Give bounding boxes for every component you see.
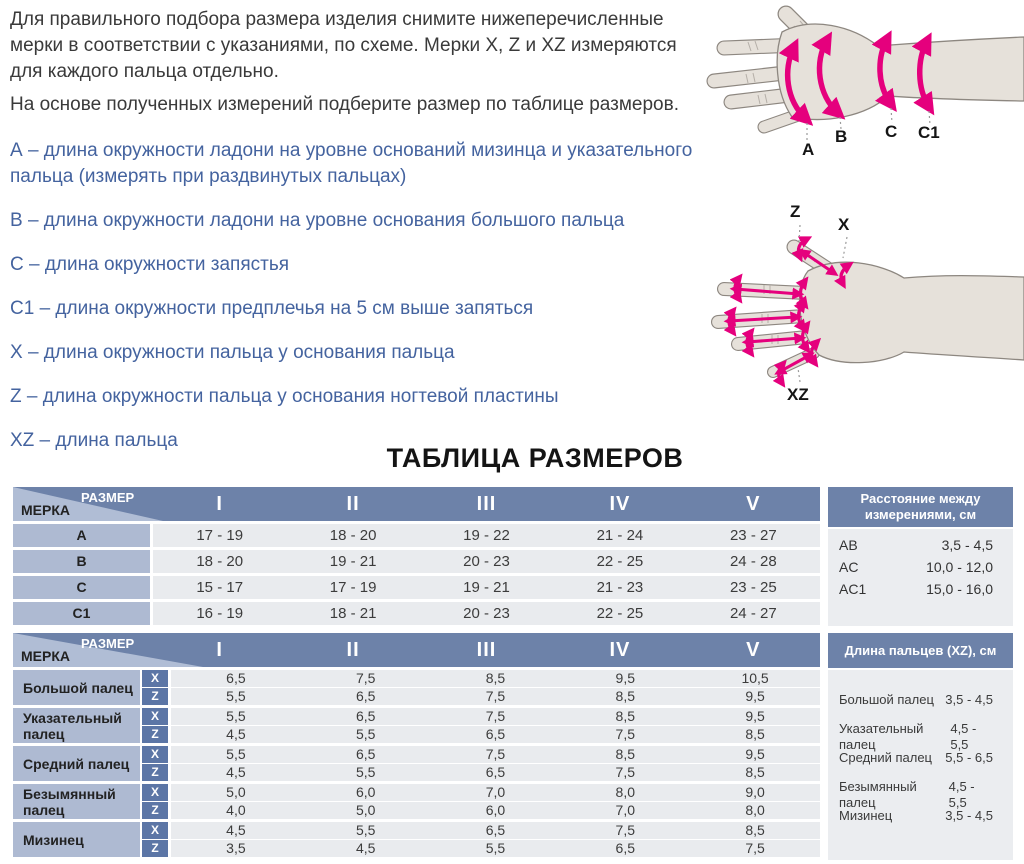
group-label: Средний палец (13, 746, 140, 781)
measurement-def-z: Z – длина окружности пальца у основания ногтевой пластины (10, 386, 559, 407)
panel-row: Мизинец 3,5 - 4,5 (839, 808, 993, 823)
label-a: A (802, 140, 815, 159)
table-row: С 15 - 17 17 - 19 19 - 21 21 - 23 23 - 25 (13, 576, 820, 599)
measurement-def-xz: XZ – длина пальца (10, 430, 178, 451)
measurement-definitions-list (10, 138, 700, 472)
label-c: C (885, 122, 898, 141)
label-b: B (835, 127, 848, 146)
group-label: Большой палец (13, 670, 140, 705)
z-badge: Z (142, 840, 168, 857)
table1-header (13, 487, 820, 521)
palm-forearm-shape (777, 24, 1024, 119)
group-label: Безымянный палец (13, 784, 140, 819)
panel-row: Средний палец 5,5 - 6,5 (839, 750, 993, 765)
z-badge: Z (142, 688, 168, 705)
intro-paragraph-1: Для правильного подбора размера изделия снимите нижеперечисленные мерки в соответствии с указаниями, по схеме. Мерки X, Z и XZ измеряются для каждого пальца отдельно. (10, 9, 677, 82)
distance-panel-body (828, 529, 1013, 626)
table-row: А 17 - 19 18 - 20 19 - 22 21 - 24 23 - 27 (13, 524, 820, 547)
finger-measurement-diagram (690, 185, 1024, 420)
col-II: II (346, 639, 360, 661)
col-IV: IV (609, 493, 631, 515)
corner-size-label: РАЗМЕР (81, 490, 135, 505)
panel-row: AC 10,0 - 12,0 (839, 559, 993, 575)
col-III: III (476, 493, 497, 515)
finger-group-middle: Средний палец X 5,5 6,5 7,5 8,5 9,5 Z 4,5 5,5 6,5 7,5 8,5 (13, 746, 820, 781)
table2-size-columns (153, 633, 820, 667)
distance-panel (828, 487, 1013, 626)
x-badge: X (142, 746, 168, 763)
panel-row: Указательный палец 4,5 - 5,5 (839, 721, 977, 752)
x-badge: X (142, 784, 168, 801)
measurement-def-c1: С1 – длина окружности предплечья на 5 см выше запяться (10, 298, 534, 319)
table2-corner-cell (13, 633, 153, 667)
panel-row: AC1 15,0 - 16,0 (839, 581, 993, 597)
measurement-def-a: А – длина окружности ладони на уровне оснований мизинца и указательного пальца (измерять при раздвинутых пальцах) (10, 140, 693, 187)
group-label: Указательный палец (13, 708, 140, 743)
group-label: Мизинец (13, 822, 140, 857)
finger-group-thumb: Большой палец X 6,5 7,5 8,5 9,5 10,5 Z 5,5 6,5 7,5 8,5 9,5 (13, 670, 820, 705)
panel-row: AB 3,5 - 4,5 (839, 537, 993, 553)
x-badge: X (142, 822, 168, 839)
finger-group-pinky: Мизинец X 4,5 5,5 6,5 7,5 8,5 Z 3,5 4,5 5,5 6,5 7,5 (13, 822, 820, 857)
finger-length-panel-body (828, 670, 1013, 860)
table1-size-columns (153, 487, 820, 521)
z-badge: Z (142, 764, 168, 781)
col-II: II (346, 493, 360, 515)
x-badge: X (142, 708, 168, 725)
panel-row: Безымянный палец 4,5 - 5,5 (839, 779, 975, 810)
intro-paragraph-2: На основе полученных измерений подберите размер по таблице размеров. (10, 94, 679, 115)
measurement-def-c: С – длина окружности запястья (10, 254, 290, 275)
col-III: III (476, 639, 497, 661)
finger-length-panel (828, 633, 1013, 860)
label-c1: C1 (918, 123, 940, 142)
label-xz: XZ (787, 385, 809, 404)
size-table-fingers (13, 633, 820, 857)
col-I: I (216, 639, 223, 661)
row-label: С1 (13, 602, 150, 625)
table1-corner-cell (13, 487, 153, 521)
distance-panel-header: Расстояние между измерениями, см (828, 487, 1013, 527)
col-I: I (216, 493, 223, 515)
hand-side-illustration (690, 0, 1024, 168)
col-V: V (746, 493, 761, 515)
z-badge: Z (142, 802, 168, 819)
corner-size-label: РАЗМЕР (81, 636, 135, 651)
finger-length-panel-header: Длина пальцев (XZ), см (828, 633, 1013, 668)
finger-group-index: Указательный палец X 5,5 6,5 7,5 8,5 9,5 Z 4,5 5,5 6,5 7,5 8,5 (13, 708, 820, 743)
size-table-title: ТАБЛИЦА РАЗМЕРОВ (386, 443, 684, 473)
hand-circumference-diagram (690, 0, 1024, 168)
row-label: А (13, 524, 150, 547)
col-IV: IV (609, 639, 631, 661)
palm-forearm-shape (799, 262, 1024, 362)
size-table-circumference (13, 487, 820, 625)
table-row: В 18 - 20 19 - 21 20 - 23 22 - 25 24 - 28 (13, 550, 820, 573)
corner-measure-label: МЕРКА (21, 648, 70, 664)
table2-header (13, 633, 820, 667)
label-z: Z (790, 202, 801, 221)
label-x: X (838, 215, 850, 234)
row-label: В (13, 550, 150, 573)
panel-row: Большой палец 3,5 - 4,5 (839, 692, 993, 707)
corner-measure-label: МЕРКА (21, 502, 70, 518)
hand-top-illustration (690, 185, 1024, 420)
row-label: С (13, 576, 150, 599)
x-badge: X (142, 670, 168, 687)
z-badge: Z (142, 726, 168, 743)
measurement-def-b: В – длина окружности ладони на уровне основания большого пальца (10, 210, 625, 231)
col-V: V (746, 639, 761, 661)
finger-group-ring: Безымянный палец X 5,0 6,0 7,0 8,0 9,0 Z 4,0 5,0 6,0 7,0 8,0 (13, 784, 820, 819)
measurement-def-x: X – длина окружности пальца у основания пальца (10, 342, 455, 363)
table-row: С1 16 - 19 18 - 21 20 - 23 22 - 25 24 - 27 (13, 602, 820, 625)
